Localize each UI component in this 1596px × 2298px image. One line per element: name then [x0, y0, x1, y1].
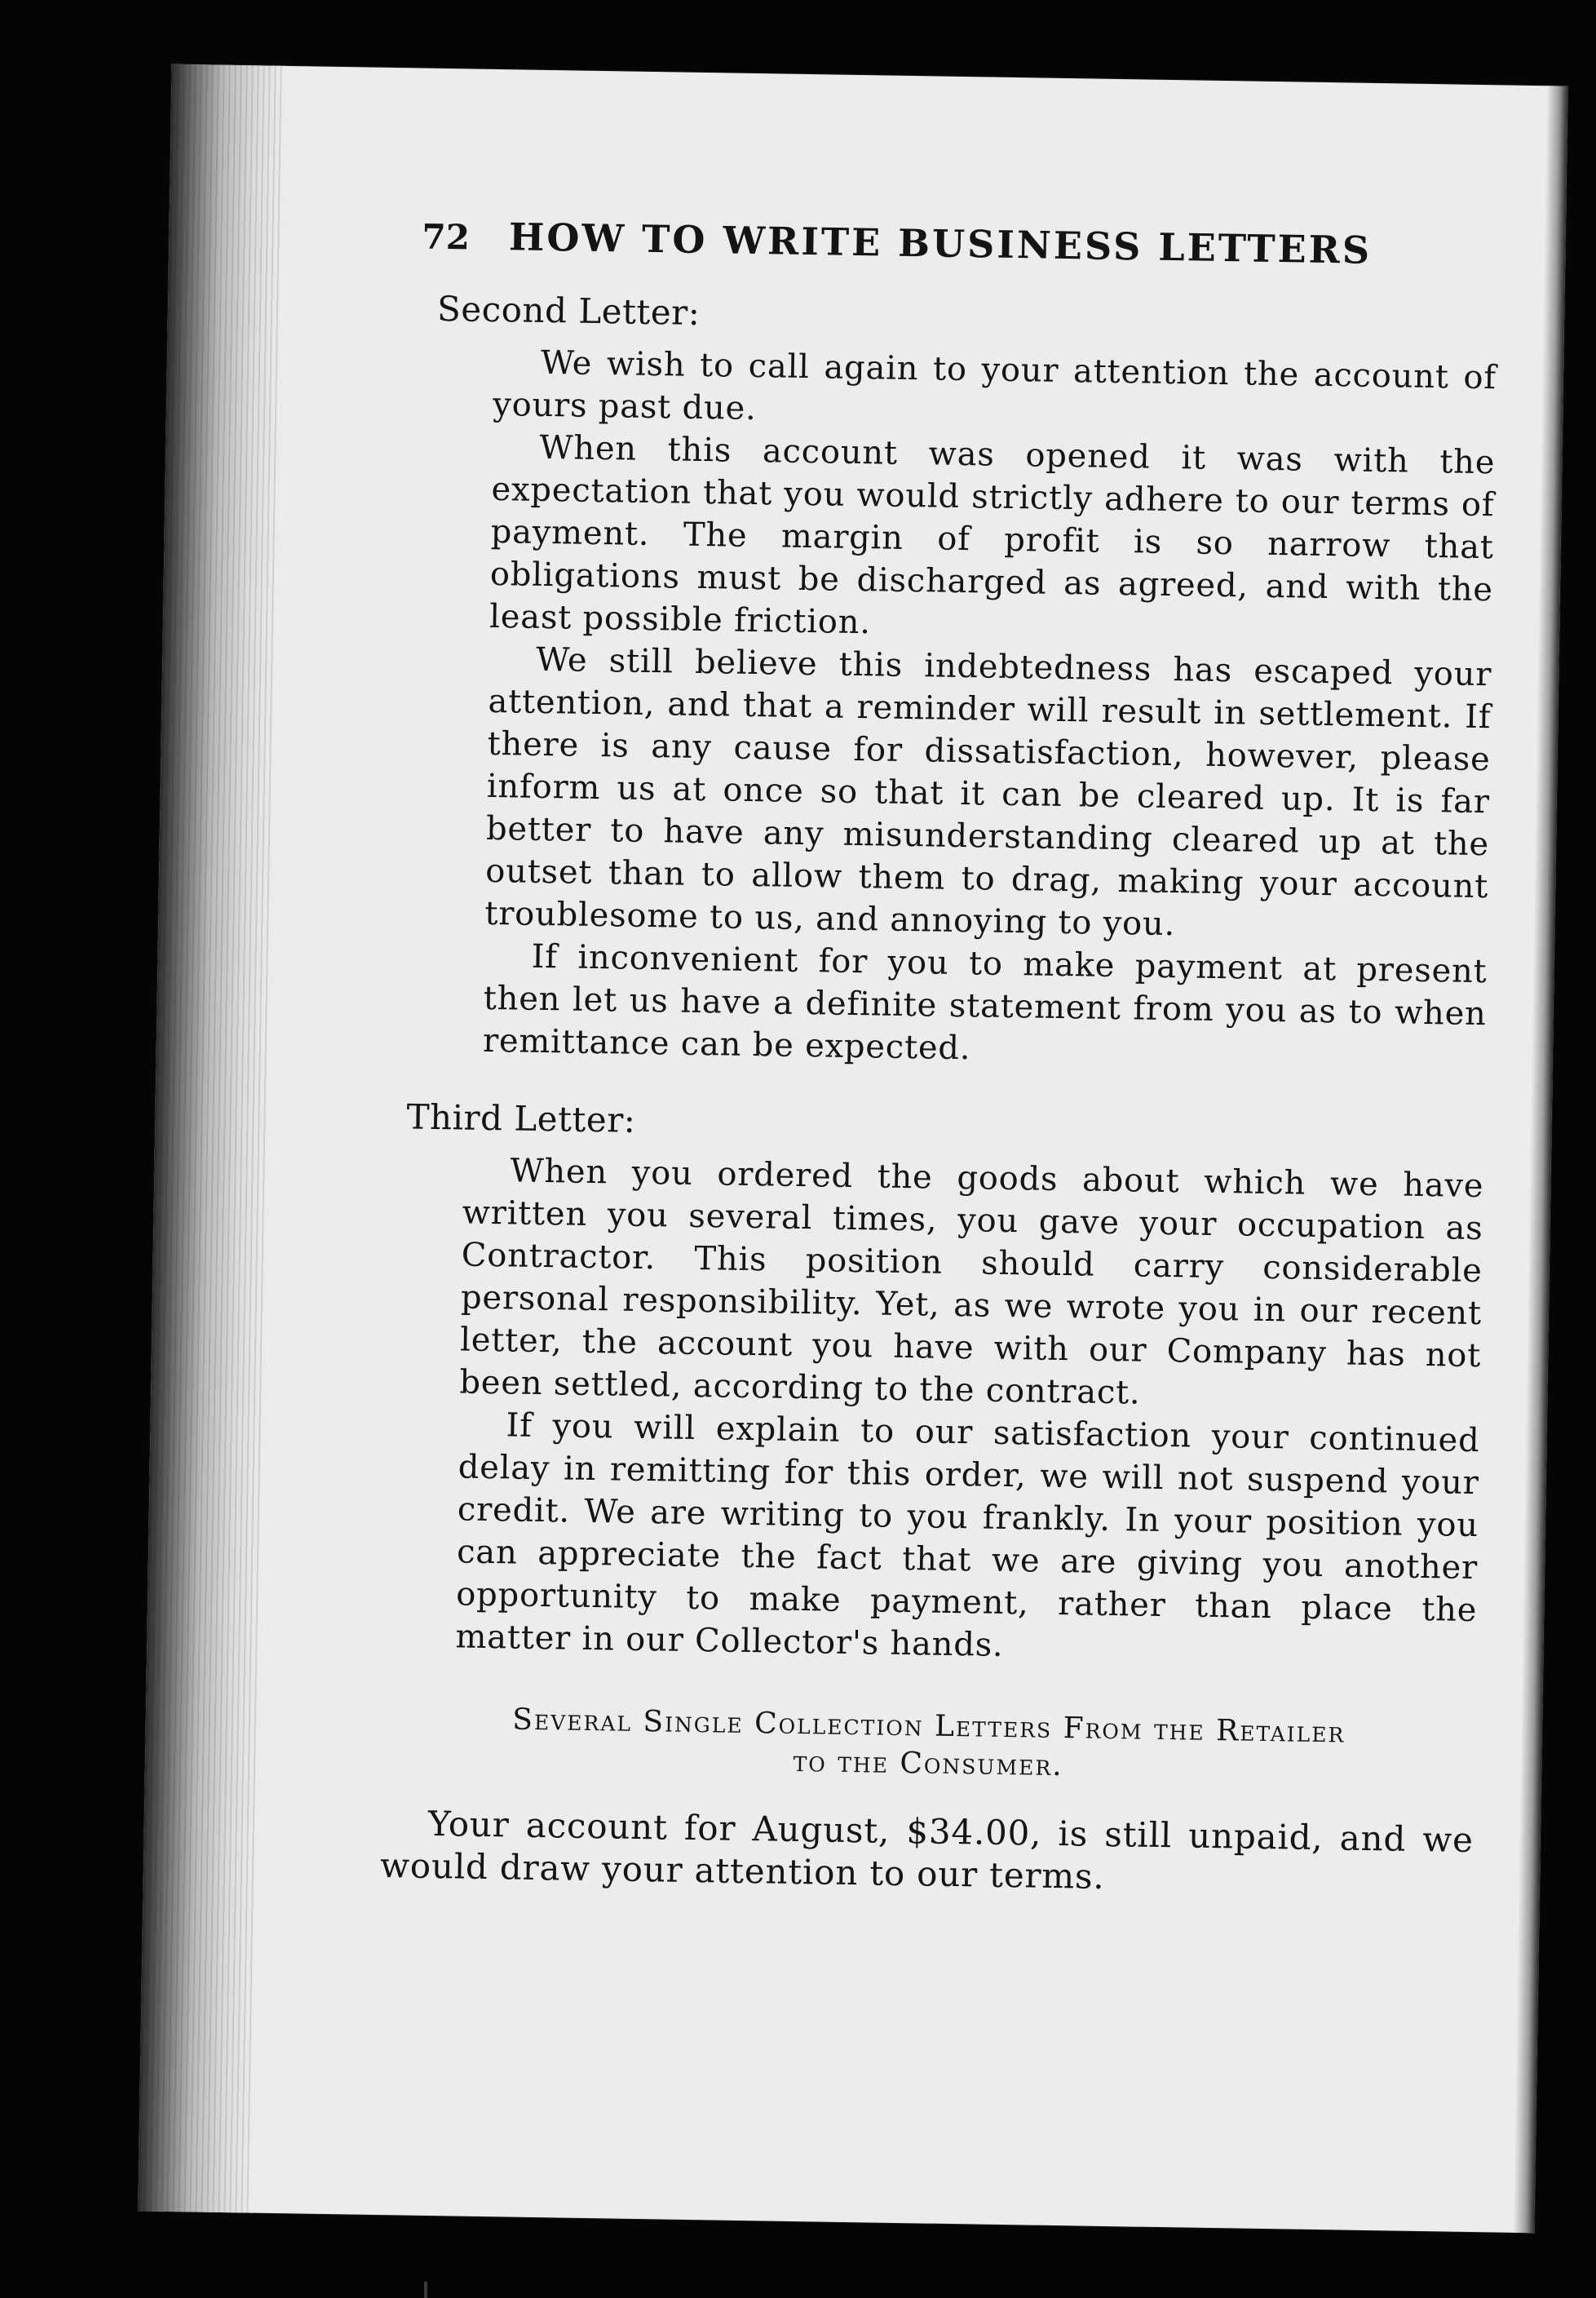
- third-letter-paragraph: When you ordered the goods about which we have written you several times, you gave your occupation as Contractor. This position should carry considerable personal responsibility. Yet, as we wrote you in our recent letter, the account you have with our Company has not been settled, according to the contract.: [459, 1152, 1484, 1412]
- third-letter-body: [455, 1149, 1484, 1674]
- page-number: 72: [422, 216, 471, 258]
- scan-artifact-mark: [424, 2282, 427, 2298]
- running-head: [422, 214, 1499, 275]
- second-letter-paragraph: When this account was opened it was with the expectation that you would strictly adhere to our terms of payment. The margin of profit is so narrow that obligations must be discharged as agreed, and with the least possible friction.: [489, 428, 1496, 642]
- third-letter-paragraph: If you will explain to our satisfaction your continued delay in remitting for this order, we will not suspend your credit. We are writing to you frankly. In your position you can appreciate the fact that we are giving you another opportunity to make payment, rather than place the matter in our Collector's hands.: [455, 1406, 1480, 1664]
- second-letter-paragraph: If inconvenient for you to make payment at present then let us have a definite statement from you as to when remittance can be expected.: [482, 937, 1488, 1068]
- second-letter-heading: Second Letter:: [436, 288, 701, 333]
- page-gutter-edge: [138, 64, 285, 2213]
- running-title: HOW TO WRITE BUSINESS LETTERS: [508, 215, 1373, 272]
- second-letter-body: [483, 341, 1497, 1078]
- second-letter-paragraph: We wish to call again to your attention the account of yours past due.: [492, 343, 1497, 428]
- third-letter-heading: Third Letter:: [406, 1096, 636, 1140]
- section-heading-line: to the Consumer.: [793, 1744, 1063, 1783]
- page-right-shadow: [1513, 86, 1567, 2233]
- book-page: [138, 64, 1567, 2234]
- second-letter-paragraph: We still believe this indebtedness has escaped your attention, and that a reminder will result in settlement. If there is any cause for dissatisfaction, however, please inform us at once so that it can be cleared up. It is far better to have any misunderstanding cleared up at the outset than to allow them to drag, making your account troublesome to us, and annoying to you.: [484, 640, 1492, 944]
- page-text: [379, 214, 1499, 1904]
- section-heading: [382, 1699, 1475, 1791]
- section-heading-line: Several Single Collection Letters From the Retailer: [512, 1702, 1346, 1750]
- final-paragraph: Your account for August, $34.00, is still unpaid, and we would draw your attention to our terms.: [379, 1803, 1474, 1897]
